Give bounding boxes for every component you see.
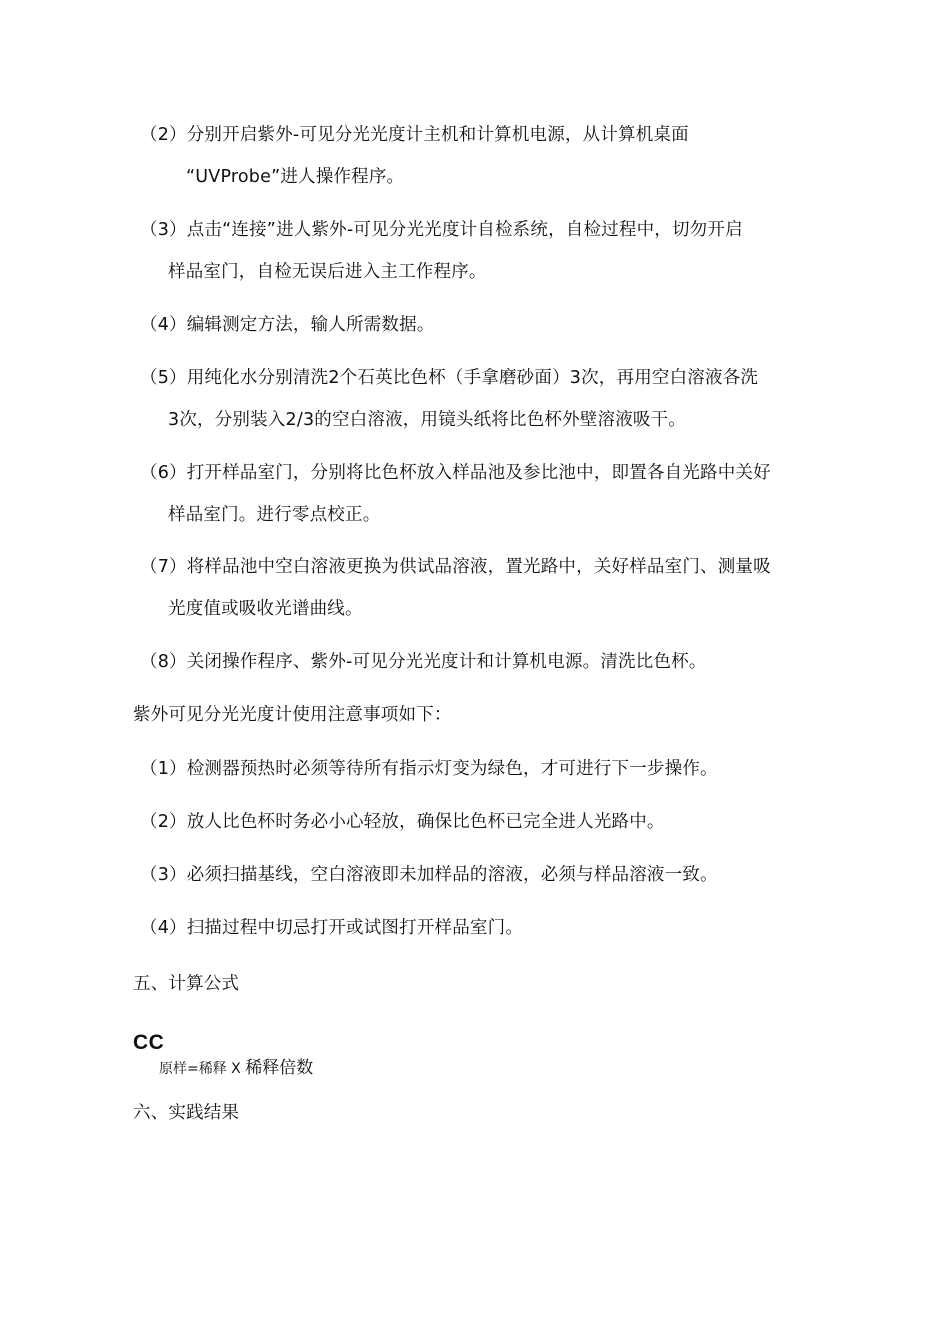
step-5-line-2: 3次，分别装入2/3的空白溶液，用镜头纸将比色杯外壁溶液吸干。	[168, 410, 686, 430]
step-4-line-1: （4）编辑测定方法，输人所需数据。	[140, 315, 435, 335]
step-2-line-1: （2）分别开启紫外-可见分光光度计主机和计算机电源，从计算机桌面	[140, 125, 689, 145]
notes-heading: 紫外可见分光光度计使用注意事项如下：	[133, 705, 452, 725]
step-6-line-2: 样品室门。进行零点校正。	[168, 505, 381, 525]
step-3-line-2: 样品室门，自检无误后进入主工作程序。	[168, 262, 487, 282]
step-3-line-1: （3）点击“连接”进人紫外-可见分光光度计自检系统，自检过程中，切勿开启	[140, 220, 743, 240]
step-7-line-2: 光度值或吸收光谱曲线。	[168, 599, 363, 619]
step-7-line-1: （7）将样品池中空白溶液更换为供试品溶液，置光路中，关好样品室门、测量吸	[140, 557, 771, 577]
step-6-line-1: （6）打开样品室门，分别将比色杯放入样品池及参比池中，即置各自光路中关好	[140, 463, 771, 483]
step-2-line-2: “UVProbe”进人操作程序。	[186, 167, 405, 187]
note-4: （4）扫描过程中切忌打开或试图打开样品室门。	[140, 918, 524, 938]
note-2: （2）放人比色杯时务必小心轻放，确保比色杯已完全进人光路中。	[140, 812, 665, 832]
step-8-line-1: （8）关闭操作程序、紫外-可见分光光度计和计算机电源。清洗比色杯。	[140, 652, 707, 672]
section-5-heading: 五、计算公式	[133, 974, 240, 994]
formula-dilution-factor: 稀释倍数	[245, 1058, 314, 1078]
formula-subscript-text: 原样=稀释 X	[159, 1061, 246, 1077]
formula-subscript-line	[159, 1058, 313, 1079]
section-6-heading: 六、实践结果	[133, 1103, 240, 1123]
formula-symbols: CC	[133, 1031, 165, 1054]
note-3: （3）必须扫描基线，空白溶液即未加样品的溶液，必须与样品溶液一致。	[140, 865, 718, 885]
note-1: （1）检测器预热时必须等待所有指示灯变为绿色，才可进行下一步操作。	[140, 759, 718, 779]
step-5-line-1: （5）用纯化水分别清洗2个石英比色杯（手拿磨砂面）3次，再用空白溶液各洗	[140, 368, 759, 388]
